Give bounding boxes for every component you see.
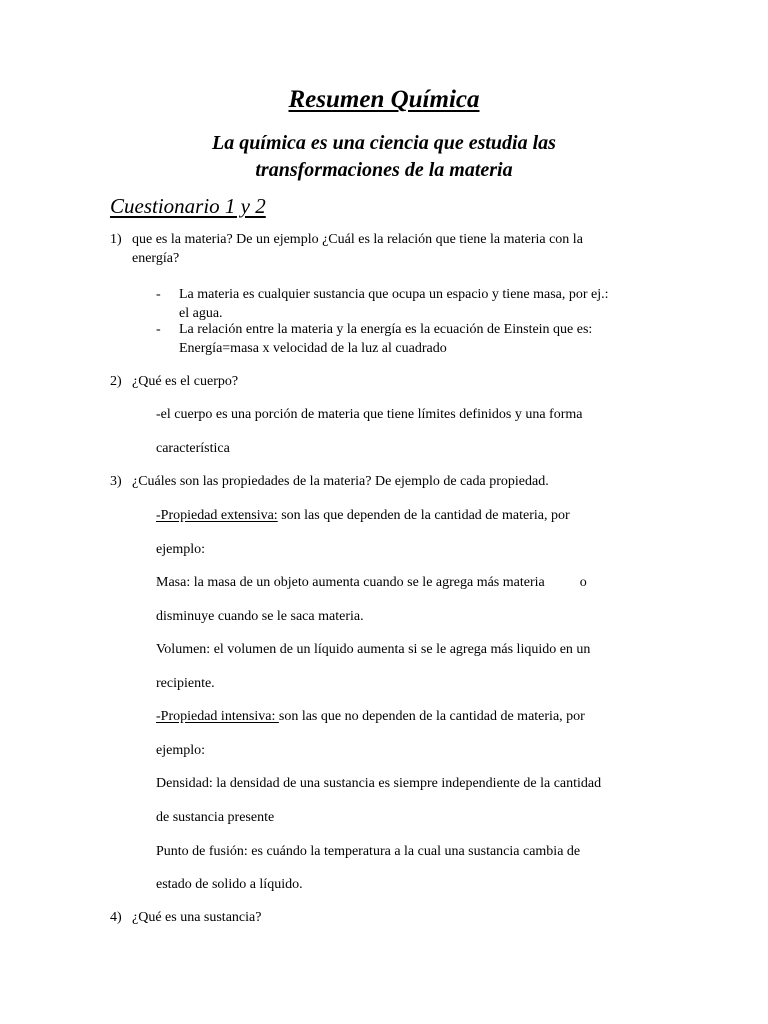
question-text: ¿Cuáles son las propiedades de la materia? De ejemplo de cada propiedad. — [132, 474, 549, 489]
question-text-cont: energía? — [132, 251, 180, 266]
extensive-cont: ejemplo: — [156, 542, 205, 557]
question-number: 3) — [110, 474, 122, 489]
page-subtitle: La química es una ciencia que estudia las transformaciones de la materia — [212, 132, 556, 181]
intensive-cont: ejemplo: — [156, 743, 205, 758]
extensive-property — [156, 506, 570, 525]
bullet-text-cont: Energía=masa x velocidad de la luz al cuadrado — [179, 341, 447, 356]
question-text: ¿Qué es el cuerpo? — [132, 374, 239, 389]
bullet-text: La relación entre la materia y la energía es la ecuación de Einstein que es: — [179, 322, 593, 337]
extensive-text: son las que dependen de la cantidad de materia, por — [277, 508, 570, 523]
page-title: Resumen Química — [288, 86, 480, 113]
densidad-example: Densidad: la densidad de una sustancia es siempre independiente de la cantidad — [156, 776, 602, 791]
intensive-property — [156, 707, 585, 726]
bullet-text-cont: el agua. — [179, 306, 223, 321]
section-heading: Cuestionario 1 y 2 — [110, 194, 266, 218]
answer-text-cont: característica — [156, 441, 230, 456]
bullet-dash: - — [156, 287, 161, 302]
masa-example-cont: disminuye cuando se le saca materia. — [156, 609, 364, 624]
question-text: que es la materia? De un ejemplo ¿Cuál es la relación que tiene la materia con la — [132, 232, 583, 247]
intensive-text: son las que no dependen de la cantidad de materia, por — [278, 709, 585, 724]
densidad-example-cont: de sustancia presente — [156, 810, 275, 825]
bullet-dash: - — [156, 322, 161, 337]
fusion-example-cont: estado de solido a líquido. — [156, 877, 303, 892]
masa-example: Masa: la masa de un objeto aumenta cuando se le agrega más materia o — [156, 575, 587, 590]
intensive-label: -Propiedad intensiva: — [156, 709, 279, 724]
question-number: 1) — [110, 232, 122, 247]
extensive-label: -Propiedad extensiva: — [156, 508, 278, 523]
volumen-example: Volumen: el volumen de un líquido aumenta si se le agrega más liquido en un — [156, 642, 591, 657]
volumen-example-cont: recipiente. — [156, 676, 215, 691]
question-number: 4) — [110, 910, 122, 925]
question-number: 2) — [110, 374, 122, 389]
fusion-example: Punto de fusión: es cuándo la temperatura a la cual una sustancia cambia de — [156, 844, 581, 859]
question-text: ¿Qué es una sustancia? — [132, 910, 262, 925]
bullet-text: La materia es cualquier sustancia que ocupa un espacio y tiene masa, por ej.: — [179, 287, 609, 302]
answer-text: -el cuerpo es una porción de materia que tiene límites definidos y una forma — [156, 407, 583, 422]
